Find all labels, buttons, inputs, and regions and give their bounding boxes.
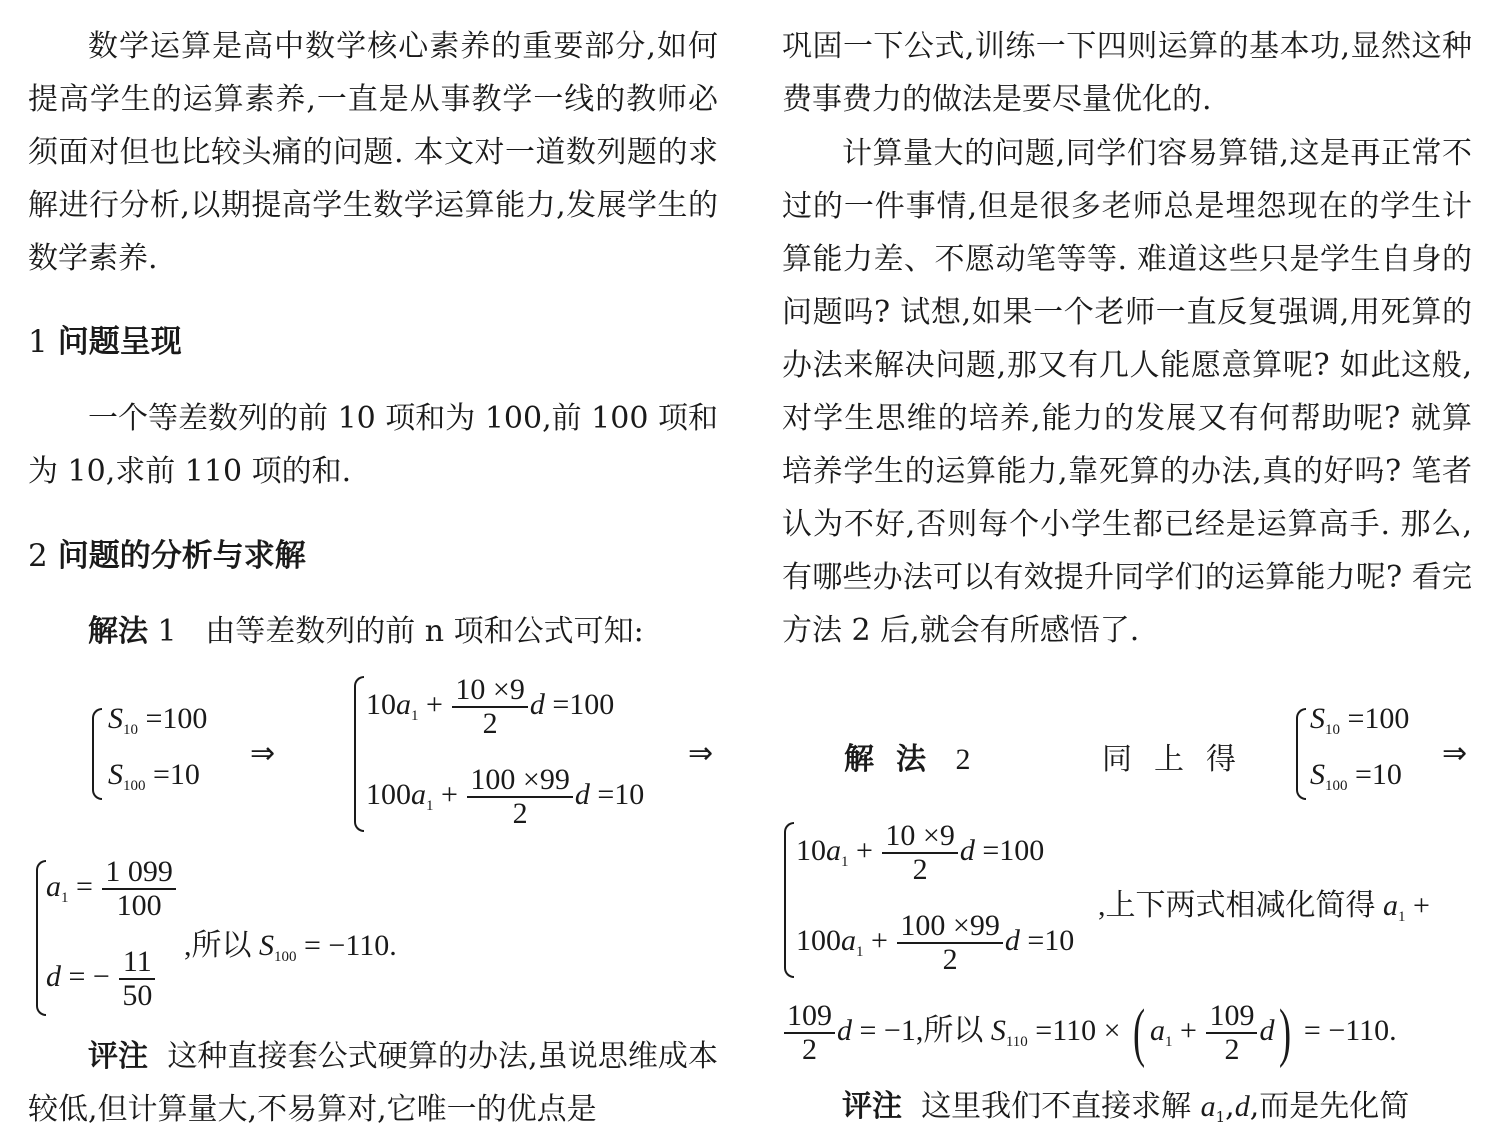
left-paren: ( [1132, 996, 1146, 1069]
left-column [28, 0, 718, 1134]
rhs: = −1 [859, 1013, 916, 1047]
fraction [897, 910, 1002, 976]
fraction-numerator: 100 ×99 [900, 909, 1000, 942]
solution-conclusion: ,所以 $S_{100} = -110$. [184, 929, 397, 965]
method-2-system-2-line-2: $100a_1$ + $\frac{100 \times 99}{2}$ d =10 [796, 909, 1075, 976]
system-1-line-1: $S_{10} =100$ [108, 702, 208, 738]
fraction-denominator: 2 [467, 796, 572, 830]
fraction-numerator: 10 ×9 [455, 673, 525, 706]
rhs: 100 [999, 833, 1045, 867]
fraction-denominator: 2 [882, 852, 957, 886]
method-2-number: 2 [955, 743, 971, 776]
s100-value: 10 [169, 758, 200, 791]
method-2-system-2-line-1: $10a_1$ + $\frac{10 \times 9}{2}$ d =100 [796, 819, 1045, 886]
section-2-title: 问题的分析与求解 [57, 538, 306, 574]
eq-text: =110 × [1035, 1013, 1121, 1047]
solution-brace [36, 860, 46, 1016]
remark-1-text: 这种直接套公式硬算的办法,虽说思维成本较低,但计算量大,不易算对,它唯一的优点是 [28, 1039, 718, 1127]
discussion-paragraph: 计算量大的问题,同学们容易算错,这是再正常不过的一件事情,但是很多老师总是埋怨现在的学生计算能力差、不愿动笔等等. 难道这些只是学生自身的问题吗? 试想,如果一个老师一直反复强调,用死算的办法来解决问题,那又有几人能愿意算呢? 如此这般,对学生思维的培养,能力的发展又有何帮助呢? 就算培养学生的运算能力,靠死算的办法,真的好吗? 笔者认为不好,否则每个小学生都已经是运算高手. 那么,有哪些办法可以有效提升同学们的运算能力呢? 看完方法 2 后,就会有所感悟了. [782, 136, 1472, 648]
section-1-number: 1 [28, 324, 48, 360]
s100-value: 10 [1371, 758, 1402, 791]
fraction [882, 820, 957, 886]
system-2-brace [354, 676, 364, 832]
continuation-paragraph: 巩固一下公式,训练一下四则运算的基本功,显然这种费事费力的做法是要尽量优化的. [782, 29, 1472, 117]
method-1-text: 由等差数列的前 n 项和公式可知: [205, 614, 644, 649]
after-system-phrase: ,上下两式相减化简得 [1098, 889, 1376, 922]
intro-paragraph: 数学运算是高中数学核心素养的重要部分,如何提高学生的运算素养,一直是从事教学一线的教师必须面对但也比较头痛的问题. 本文对一道数列题的求解进行分析,以期提高学生数学运算能力,发展学生的数学素养. [28, 29, 718, 276]
fraction [119, 946, 155, 1012]
remark-1-label: 评注 [88, 1039, 149, 1074]
fraction-numerator: 11 [122, 945, 152, 978]
method-1-label: 解法 [88, 614, 148, 649]
mid-text: ,所以 [915, 1013, 984, 1047]
fraction-numerator: 109 [1209, 999, 1255, 1032]
final-equation: $\frac{109}{2}$ d = −1,所以 $S_{110} =110$ × ( $a_1$ + $\frac{109}{2}$ d) = −110. [782, 1000, 1397, 1066]
fraction-numerator: 109 [787, 999, 832, 1032]
end-text: = −110. [1303, 1013, 1397, 1047]
right-column [782, 0, 1472, 1134]
fraction [102, 856, 176, 922]
solution-d: d = − $\frac{11}{50}$ [46, 946, 157, 1012]
implies-arrow-2: ⇒ [688, 736, 714, 771]
system-1-line-2: $S_{100} =10$ [108, 758, 200, 794]
fraction-numerator: 100 ×99 [470, 763, 570, 796]
coef: 100 [366, 777, 411, 811]
fraction-denominator: 2 [784, 1032, 835, 1066]
method-2-text: 同上得 [1102, 743, 1258, 776]
remark-1-paragraph [28, 1030, 718, 1136]
implies-arrow-3: ⇒ [1442, 736, 1468, 771]
fraction [784, 1000, 835, 1066]
system-2-line-1: $10a_1$ + $\frac{10 \times 9}{2}$ d =100 [366, 673, 615, 740]
coef: 10 [366, 687, 396, 721]
after-system-text: ,上下两式相减化简得 $a_1$ + [1098, 889, 1430, 925]
fraction-numerator: 1 099 [105, 855, 173, 888]
fraction [1206, 1000, 1257, 1066]
s10-value: 100 [162, 702, 208, 735]
method-1-line [28, 605, 718, 658]
fraction [452, 674, 527, 740]
rhs: 10 [614, 777, 645, 811]
conclusion-value: = −110. [304, 929, 397, 962]
s10-value: 100 [1364, 702, 1410, 735]
remark-2-text: 这里我们不直接求解 [921, 1089, 1192, 1124]
section-1-title: 问题呈现 [57, 324, 182, 360]
solution-a1: $a_1$ = $\frac{1 099}{100}$ [46, 856, 178, 922]
coef: 10 [796, 833, 826, 867]
fraction-denominator: 2 [1206, 1032, 1257, 1066]
method-2-label: 解法 [844, 742, 948, 777]
right-paren: ) [1279, 996, 1292, 1069]
method-2-system-2-brace [784, 822, 794, 978]
fraction-denominator: 50 [119, 978, 155, 1012]
section-2-number: 2 [28, 538, 48, 574]
system-2-line-2: $100a_1$ + $\frac{100 \times 99}{2}$ d =10 [366, 763, 645, 830]
remark-2-tail: ,而是先化简 [1249, 1089, 1410, 1124]
fraction-numerator: 10 ×9 [885, 819, 955, 852]
coef: 100 [796, 923, 841, 957]
fraction [467, 764, 572, 830]
section-2-heading [28, 536, 306, 576]
method-2-system-1-line-1: $S_{10} =100$ [1310, 702, 1410, 738]
fraction-denominator: 100 [102, 888, 176, 922]
system-1-brace [92, 708, 102, 800]
method-1-number: 1 [157, 614, 177, 649]
fraction-denominator: 2 [897, 942, 1002, 976]
method-2-system-1-brace [1296, 708, 1306, 800]
method-2-system-1-line-2: $S_{100} =10$ [1310, 758, 1402, 794]
implies-arrow-1: ⇒ [250, 736, 276, 771]
conclusion-text: ,所以 [184, 929, 252, 962]
remark-2-paragraph: 评注 这里我们不直接求解 $a_1,d$,而是先化简 [842, 1089, 1410, 1126]
rhs: 100 [569, 687, 615, 721]
rhs: 10 [1044, 923, 1075, 957]
method-2-line [844, 734, 971, 778]
problem-paragraph: 一个等差数列的前 10 项和为 100,前 100 项和为 10,求前 110 项的和. [28, 401, 718, 489]
remark-2-label: 评注 [842, 1089, 902, 1124]
fraction-denominator: 2 [452, 706, 527, 740]
section-1-heading [28, 322, 182, 362]
